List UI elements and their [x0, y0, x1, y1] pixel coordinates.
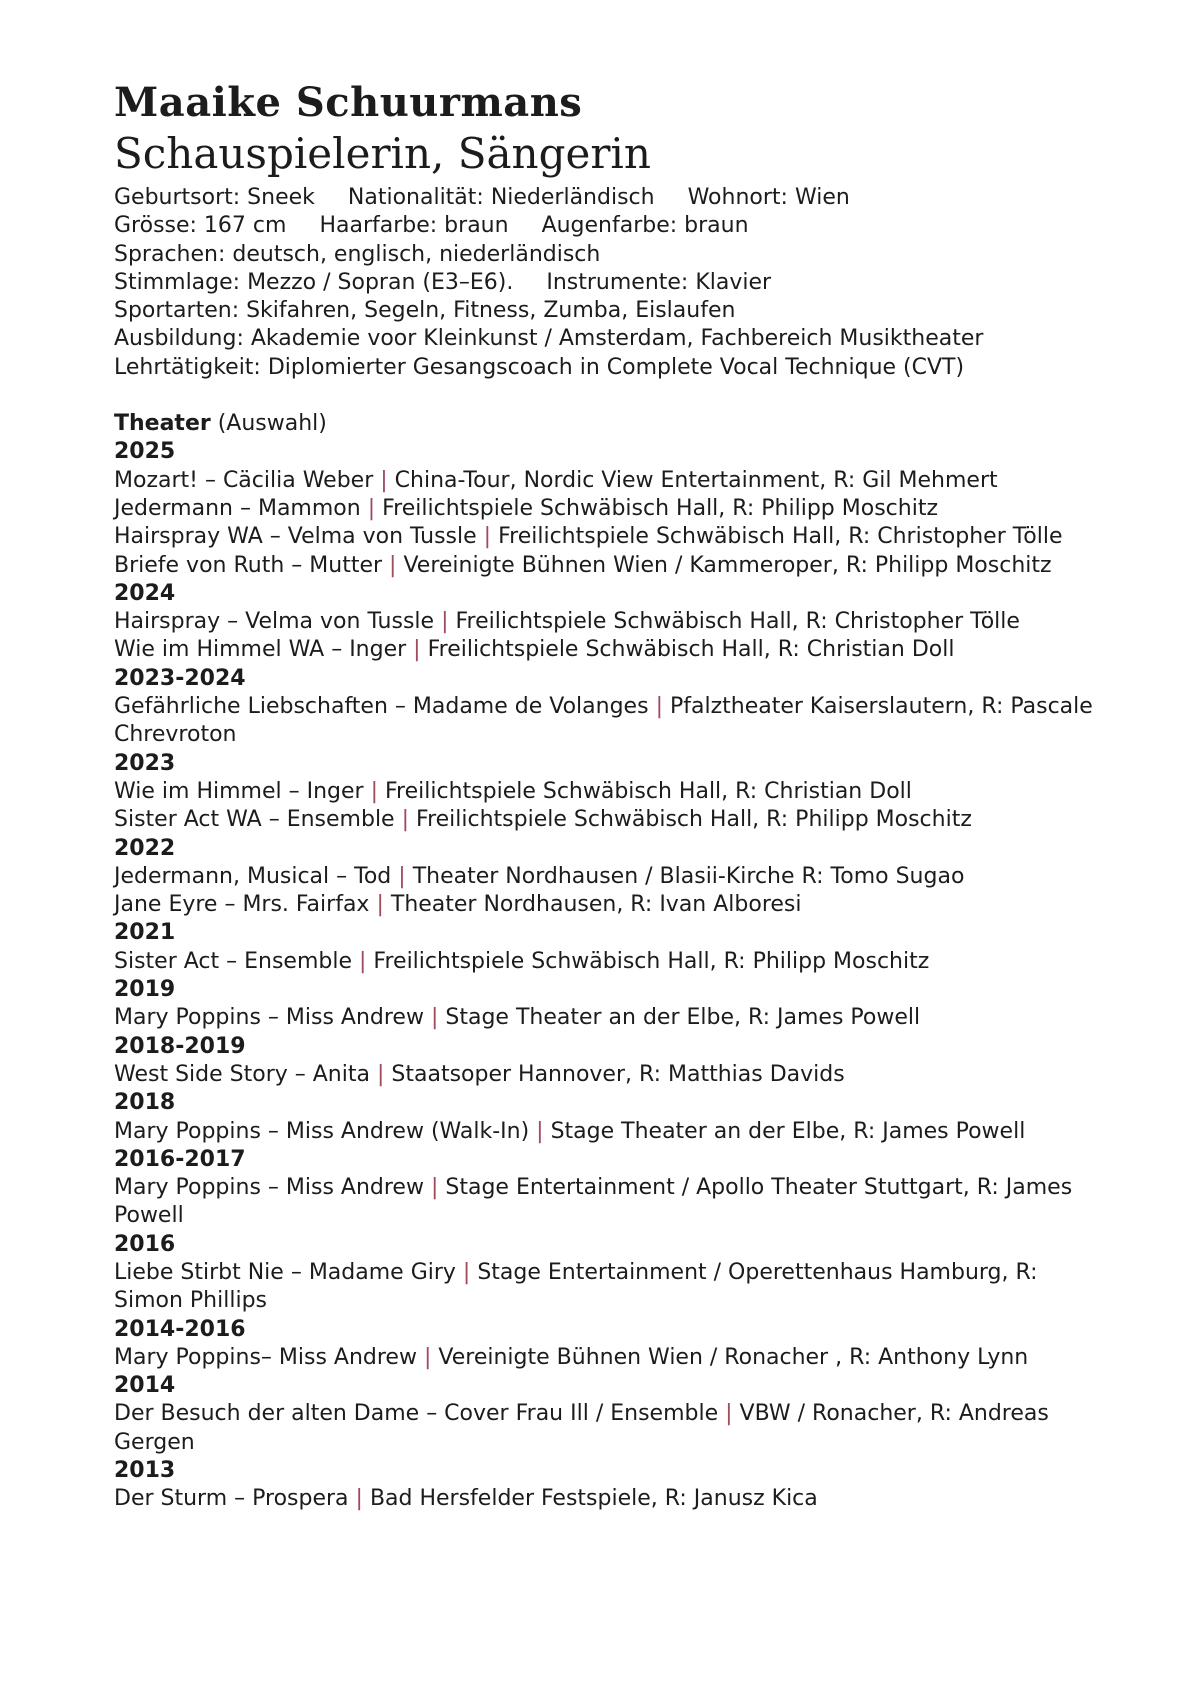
entry-separator: |: [483, 524, 492, 550]
theater-heading: Theater: [114, 411, 211, 437]
entry-venue: Vereinigte Bühnen Wien / Kammeroper, R: Philipp Moschitz: [403, 552, 1052, 578]
entry-separator: |: [725, 1401, 733, 1427]
entry-venue: Stage Theater an der Elbe, R: James Powell: [550, 1118, 1026, 1144]
entry-venue: Freilichtspiele Schwäbisch Hall, R: Christopher Tölle: [498, 524, 1063, 550]
cv-page: [114, 78, 1114, 1514]
theater-entry: [114, 1004, 1094, 1032]
details-row-voice: [114, 269, 1114, 297]
theater-entry: [114, 1344, 1094, 1372]
theater-entry: [114, 552, 1094, 580]
entry-separator: |: [441, 609, 449, 635]
entry-separator: |: [376, 1061, 385, 1087]
instruments: Instrumente: Klavier: [546, 269, 772, 295]
entry-role: Jedermann, Musical – Tod: [114, 863, 392, 889]
year-heading: 2023-2024: [114, 665, 246, 691]
theater-entry: [114, 778, 1094, 806]
theater-entry: [114, 948, 1094, 976]
entry-venue: China-Tour, Nordic View Entertainment, R: Gil Mehmert: [394, 467, 998, 493]
theater-entry: [114, 891, 1094, 919]
year-heading: 2016: [114, 1231, 176, 1257]
year-heading: 2022: [114, 835, 176, 861]
entry-venue: Stage Entertainment / Operettenhaus Hamburg, R: Simon Phillips: [114, 1259, 1038, 1314]
year-heading: 2024: [114, 580, 176, 606]
theater-entry: [114, 863, 1094, 891]
entry-role: Mary Poppins – Miss Andrew: [114, 1005, 424, 1031]
theater-entry: [114, 1259, 1094, 1316]
theater-entry: [114, 608, 1094, 636]
theater-entry: [114, 523, 1094, 551]
languages: Sprachen: deutsch, englisch, niederländisch: [114, 241, 601, 267]
entry-role: Wie im Himmel – Inger: [114, 778, 364, 804]
theater-entry: [114, 1400, 1094, 1457]
entry-role: Jedermann – Mammon: [114, 495, 361, 521]
theater-entry: [114, 693, 1094, 750]
year-heading: 2018-2019: [114, 1033, 246, 1059]
entry-separator: |: [423, 1344, 432, 1370]
entry-separator: |: [462, 1259, 471, 1285]
theater-entry: [114, 806, 1094, 834]
theater-entry: [114, 1485, 1094, 1513]
entry-venue: Stage Entertainment / Apollo Theater Stuttgart, R: James Powell: [114, 1175, 1073, 1229]
entry-separator: |: [376, 892, 384, 918]
entry-venue: Pfalztheater Kaiserslautern, R: Pascale Chrevroton: [114, 694, 1093, 748]
theater-heading-note: (Auswahl): [210, 411, 327, 437]
entry-separator: |: [380, 467, 388, 493]
year-heading: 2025: [114, 439, 176, 465]
theater-entry: [114, 495, 1094, 523]
entry-role: Liebe Stirbt Nie – Madame Giry: [114, 1259, 456, 1285]
entry-venue: Freilichtspiele Schwäbisch Hall, R: Christopher Tölle: [455, 609, 1020, 635]
entry-separator: |: [401, 807, 410, 833]
theater-list: [114, 438, 1114, 1513]
entry-role: Mary Poppins– Miss Andrew: [114, 1344, 417, 1370]
entry-separator: |: [355, 1486, 363, 1512]
entry-venue: Freilichtspiele Schwäbisch Hall, R: Christian Doll: [385, 778, 912, 804]
entry-role: Jane Eyre – Mrs. Fairfax: [114, 892, 370, 918]
entry-role: Hairspray WA – Velma von Tussle: [114, 524, 477, 550]
entry-role: West Side Story – Anita: [114, 1061, 370, 1087]
year-heading: 2019: [114, 977, 176, 1003]
year-heading: 2023: [114, 750, 176, 776]
entry-role: Der Besuch der alten Dame – Cover Frau Ill / Ensemble: [114, 1401, 719, 1427]
entry-venue: Stage Theater an der Elbe, R: James Powell: [445, 1005, 921, 1031]
theater-entry: [114, 467, 1094, 495]
year-heading: 2014-2016: [114, 1316, 246, 1342]
theater-entry: [114, 1061, 1094, 1089]
personal-details: [114, 184, 1114, 382]
entry-venue: Theater Nordhausen / Blasii-Kirche R: Tomo Sugao: [412, 863, 965, 889]
height: Grösse: 167 cm: [114, 213, 287, 239]
entry-venue: Theater Nordhausen, R: Ivan Alboresi: [390, 892, 802, 918]
entry-separator: |: [430, 1005, 439, 1031]
birthplace: Geburtsort: Sneek: [114, 185, 315, 210]
person-name: Maaike Schuurmans: [114, 79, 583, 126]
year-heading: 2013: [114, 1458, 176, 1484]
entry-venue: VBW / Ronacher, R: Andreas Gergen: [114, 1401, 1049, 1455]
entry-separator: |: [370, 778, 378, 804]
entry-separator: |: [398, 863, 406, 889]
entry-venue: Freilichtspiele Schwäbisch Hall, R: Philipp Moschitz: [416, 807, 972, 833]
entry-separator: |: [367, 495, 376, 521]
residence: Wohnort: Wien: [687, 185, 850, 210]
entry-role: Sister Act WA – Ensemble: [114, 807, 395, 833]
theater-entry: [114, 1118, 1094, 1146]
entry-separator: |: [389, 552, 397, 578]
entry-separator: |: [536, 1118, 544, 1144]
entry-role: Mary Poppins – Miss Andrew: [114, 1175, 424, 1201]
entry-role: Mozart! – Cäcilia Weber: [114, 467, 374, 493]
entry-venue: Freilichtspiele Schwäbisch Hall, R: Philipp Moschitz: [382, 495, 938, 521]
entry-venue: Staatsoper Hannover, R: Matthias Davids: [391, 1061, 845, 1087]
entry-role: Briefe von Ruth – Mutter: [114, 552, 383, 578]
profession-subtitle: Schauspielerin, Sängerin: [114, 129, 651, 178]
theater-entry: [114, 636, 1094, 664]
entry-role: Hairspray – Velma von Tussle: [114, 609, 435, 635]
hair-color: Haarfarbe: braun: [319, 213, 509, 239]
entry-separator: |: [655, 694, 663, 720]
teaching: Lehrtätigkeit: Diplomierter Gesangscoach in Complete Vocal Technique (CVT): [114, 354, 965, 380]
entry-role: Gefährliche Liebschaften – Madame de Volanges: [114, 694, 649, 720]
entry-venue: Bad Hersfelder Festspiele, R: Janusz Kica: [369, 1486, 818, 1512]
theater-section-heading: [114, 410, 1114, 438]
details-row-origin: [114, 184, 1114, 212]
entry-venue: Freilichtspiele Schwäbisch Hall, R: Philipp Moschitz: [373, 948, 930, 974]
entry-separator: |: [359, 948, 367, 974]
education: Ausbildung: Akademie voor Kleinkunst / Amsterdam, Fachbereich Musiktheater: [114, 326, 984, 352]
year-heading: 2021: [114, 920, 176, 946]
details-row-appearance: [114, 212, 1114, 240]
entry-separator: |: [413, 637, 421, 663]
year-heading: 2016-2017: [114, 1146, 246, 1172]
theater-entry: [114, 1174, 1094, 1231]
voice-type: Stimmlage: Mezzo / Sopran (E3–E6).: [114, 269, 514, 295]
entry-role: Wie im Himmel WA – Inger: [114, 637, 407, 663]
entry-venue: Freilichtspiele Schwäbisch Hall, R: Christian Doll: [427, 637, 955, 663]
eye-color: Augenfarbe: braun: [541, 213, 749, 239]
nationality: Nationalität: Niederländisch: [347, 185, 655, 210]
year-heading: 2018: [114, 1090, 176, 1116]
entry-role: Mary Poppins – Miss Andrew (Walk-In): [114, 1118, 530, 1144]
entry-separator: |: [430, 1175, 439, 1201]
entry-role: Der Sturm – Prospera: [114, 1486, 349, 1512]
sports: Sportarten: Skifahren, Segeln, Fitness, Zumba, Eislaufen: [114, 298, 736, 324]
entry-venue: Vereinigte Bühnen Wien / Ronacher , R: Anthony Lynn: [438, 1344, 1029, 1370]
entry-role: Sister Act – Ensemble: [114, 948, 352, 974]
year-heading: 2014: [114, 1373, 176, 1399]
